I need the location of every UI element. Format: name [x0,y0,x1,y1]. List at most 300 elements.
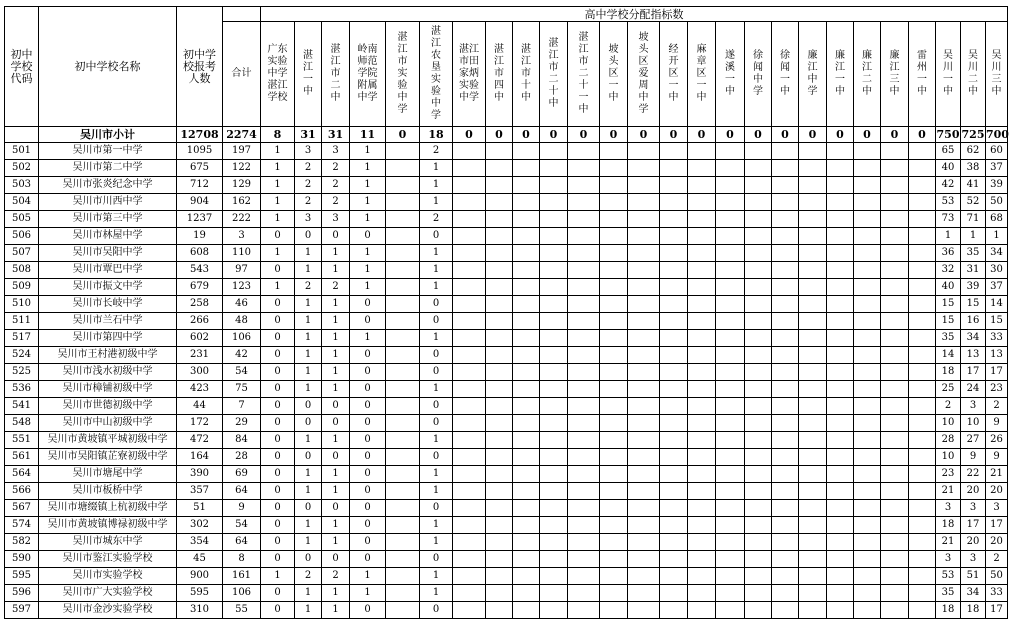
allocation-cell [772,296,799,313]
school-code: 511 [5,313,39,330]
applicants-cell: 602 [177,330,223,347]
allocation-cell [716,330,745,347]
allocation-cell: 0 [350,517,386,534]
allocation-cell [854,466,881,483]
allocation-cell [540,381,568,398]
allocation-cell: 0 [350,296,386,313]
allocation-cell: 20 [961,483,986,500]
table-row [5,449,1008,466]
allocation-cell: 62 [961,143,986,160]
school-name: 吴川市张炎纪念中学 [39,177,177,194]
subtotal-value: 31 [295,127,322,143]
allocation-cell [453,330,486,347]
applicants-cell: 258 [177,296,223,313]
table-row [5,228,1008,245]
total-cell: 75 [223,381,261,398]
allocation-cell [881,330,909,347]
applicants-cell: 51 [177,500,223,517]
allocation-cell [909,160,936,177]
allocation-cell: 0 [322,449,350,466]
allocation-cell [513,330,540,347]
school-code: 561 [5,449,39,466]
allocation-cell [486,330,513,347]
school-name: 吴川市世德初级中学 [39,398,177,415]
allocation-cell [909,262,936,279]
allocation-cell [745,228,772,245]
allocation-cell: 0 [420,551,453,568]
subtotal-value: 0 [386,127,420,143]
allocation-cell [628,245,660,262]
school-name: 吴川市覃巴中学 [39,262,177,279]
allocation-cell [540,432,568,449]
allocation-cell [600,245,628,262]
allocation-cell: 1 [295,262,322,279]
allocation-cell [486,398,513,415]
allocation-cell [881,245,909,262]
allocation-cell: 3 [322,211,350,228]
allocation-cell [540,602,568,619]
allocation-cell [909,245,936,262]
allocation-cell [513,364,540,381]
allocation-cell [600,585,628,602]
subtotal-value: 0 [716,127,745,143]
col-header-school: 湛江市田家炳实验中学 [453,22,486,127]
allocation-cell: 0 [420,296,453,313]
allocation-cell [513,534,540,551]
applicants-cell: 904 [177,194,223,211]
allocation-cell [716,551,745,568]
allocation-cell [568,279,600,296]
allocation-cell [628,534,660,551]
allocation-cell [600,602,628,619]
allocation-cell: 0 [261,398,295,415]
allocation-cell [600,194,628,211]
subtotal-value: 0 [453,127,486,143]
allocation-cell [799,500,827,517]
applicants-cell: 266 [177,313,223,330]
allocation-cell [854,313,881,330]
allocation-cell [513,262,540,279]
allocation-cell: 21 [986,466,1008,483]
allocation-cell: 0 [350,313,386,330]
allocation-cell [386,398,420,415]
allocation-cell [486,194,513,211]
allocation-cell [799,585,827,602]
allocation-cell [568,228,600,245]
allocation-cell [854,194,881,211]
allocation-cell: 1 [420,568,453,585]
allocation-cell: 42 [936,177,961,194]
allocation-cell [660,143,688,160]
allocation-cell [772,551,799,568]
table-row [5,432,1008,449]
allocation-cell [628,364,660,381]
allocation-cell [386,245,420,262]
allocation-cell [716,381,745,398]
table-row [5,296,1008,313]
allocation-cell [540,500,568,517]
applicants-cell: 19 [177,228,223,245]
school-code: 517 [5,330,39,347]
allocation-cell [799,143,827,160]
allocation-cell: 0 [261,313,295,330]
allocation-cell [745,568,772,585]
allocation-cell [881,415,909,432]
school-name: 吴川市黄坡镇博禄初级中学 [39,517,177,534]
allocation-cell [513,381,540,398]
allocation-cell [716,449,745,466]
allocation-cell [881,279,909,296]
allocation-cell [600,330,628,347]
allocation-cell: 0 [350,347,386,364]
table-row [5,585,1008,602]
allocation-cell [745,194,772,211]
allocation-cell [568,500,600,517]
allocation-cell [772,211,799,228]
allocation-cell [716,602,745,619]
allocation-cell: 15 [936,313,961,330]
allocation-cell [453,534,486,551]
applicants-cell: 472 [177,432,223,449]
allocation-cell [486,432,513,449]
allocation-cell [799,262,827,279]
allocation-cell: 1 [350,279,386,296]
allocation-cell [688,194,716,211]
allocation-cell [688,568,716,585]
allocation-cell: 1 [420,585,453,602]
table-row [5,568,1008,585]
allocation-cell [660,415,688,432]
allocation-cell [386,347,420,364]
allocation-cell: 0 [350,432,386,449]
allocation-cell [386,534,420,551]
allocation-cell [909,500,936,517]
school-code: 541 [5,398,39,415]
allocation-cell: 1 [261,160,295,177]
allocation-cell: 35 [936,585,961,602]
allocation-cell: 1 [295,347,322,364]
allocation-cell: 1 [261,143,295,160]
allocation-cell: 2 [295,279,322,296]
allocation-cell: 3 [961,398,986,415]
allocation-cell [799,279,827,296]
header-row-top [5,7,1008,22]
total-cell: 54 [223,364,261,381]
allocation-cell [881,432,909,449]
allocation-cell [716,177,745,194]
allocation-cell [827,483,854,500]
allocation-cell [772,245,799,262]
table-row [5,398,1008,415]
allocation-cell [540,262,568,279]
allocation-cell [772,381,799,398]
school-name: 吴川市鉴江实验学校 [39,551,177,568]
allocation-cell [453,143,486,160]
allocation-cell [540,364,568,381]
total-cell: 29 [223,415,261,432]
allocation-cell [486,177,513,194]
allocation-cell [453,500,486,517]
allocation-cell [568,245,600,262]
allocation-cell [628,228,660,245]
allocation-cell [909,313,936,330]
subtotal-value: 0 [854,127,881,143]
allocation-cell [660,517,688,534]
allocation-cell [600,177,628,194]
allocation-cell [854,483,881,500]
allocation-cell [827,228,854,245]
allocation-cell [772,568,799,585]
allocation-cell [909,330,936,347]
allocation-cell [628,517,660,534]
allocation-cell [772,143,799,160]
col-header-school: 吴川三中 [986,22,1008,127]
subtotal-value: 750 [936,128,960,141]
allocation-cell [513,551,540,568]
allocation-cell: 2 [986,398,1008,415]
allocation-cell [772,228,799,245]
allocation-cell [799,160,827,177]
applicants-cell: 164 [177,449,223,466]
allocation-cell [513,585,540,602]
allocation-cell: 0 [350,364,386,381]
allocation-cell: 0 [322,500,350,517]
allocation-cell [386,500,420,517]
school-name: 吴川市振文中学 [39,279,177,296]
col-header-school: 岭南师范学院附属中学 [350,22,386,127]
subtotal-applicants: 12708 [177,127,223,143]
allocation-cell [909,517,936,534]
allocation-cell [568,313,600,330]
col-header-school: 湛江市实验中学 [386,22,420,127]
allocation-cell: 2 [420,143,453,160]
allocation-cell [486,585,513,602]
allocation-cell [660,262,688,279]
allocation-cell [628,160,660,177]
school-code: 566 [5,483,39,500]
allocation-cell: 17 [961,364,986,381]
allocation-cell [909,466,936,483]
allocation-cell [486,228,513,245]
allocation-cell: 2 [420,211,453,228]
allocation-cell [453,398,486,415]
allocation-cell [540,143,568,160]
allocation-cell [799,398,827,415]
allocation-cell [799,432,827,449]
allocation-table [4,6,1008,619]
allocation-cell [881,517,909,534]
allocation-cell [660,194,688,211]
allocation-cell [513,449,540,466]
school-name: 吴川市林屋中学 [39,228,177,245]
allocation-cell [688,347,716,364]
allocation-cell: 0 [322,398,350,415]
col-header-school: 湛江市二中 [322,22,350,127]
allocation-cell [745,160,772,177]
allocation-cell: 9 [961,449,986,466]
table-row [5,483,1008,500]
allocation-cell: 26 [986,432,1008,449]
allocation-cell [386,160,420,177]
applicants-cell: 712 [177,177,223,194]
table-row [5,534,1008,551]
allocation-cell [881,177,909,194]
col-header-school: 廉江二中 [854,22,881,127]
allocation-cell [745,415,772,432]
allocation-cell: 0 [261,534,295,551]
allocation-cell [540,160,568,177]
allocation-cell [568,398,600,415]
allocation-cell: 1 [322,330,350,347]
allocation-cell [909,364,936,381]
allocation-cell [513,432,540,449]
allocation-cell [854,398,881,415]
col-header-applicants: 初中学校报考人数 [177,7,223,127]
allocation-cell: 1 [420,177,453,194]
allocation-cell [881,262,909,279]
allocation-cell: 34 [961,330,986,347]
allocation-cell [386,415,420,432]
allocation-cell [568,551,600,568]
allocation-cell [628,500,660,517]
allocation-cell: 18 [961,602,986,619]
applicants-cell: 45 [177,551,223,568]
allocation-cell: 24 [961,381,986,398]
allocation-cell [688,415,716,432]
col-header-school: 廉江三中 [881,22,909,127]
allocation-cell: 2 [295,194,322,211]
allocation-cell: 1 [420,330,453,347]
applicants-cell: 608 [177,245,223,262]
allocation-cell [745,381,772,398]
allocation-cell: 1 [322,347,350,364]
allocation-cell: 1 [420,245,453,262]
allocation-cell [909,177,936,194]
allocation-cell [386,211,420,228]
allocation-cell: 1 [936,228,961,245]
allocation-cell: 10 [961,415,986,432]
allocation-cell [799,211,827,228]
allocation-cell [540,585,568,602]
allocation-cell [716,262,745,279]
allocation-cell [688,500,716,517]
allocation-cell [716,432,745,449]
allocation-cell: 3 [936,551,961,568]
allocation-cell: 1 [261,194,295,211]
allocation-cell: 1 [295,364,322,381]
allocation-cell [854,602,881,619]
allocation-cell [772,432,799,449]
allocation-cell [568,432,600,449]
allocation-cell: 23 [936,466,961,483]
allocation-cell [688,432,716,449]
allocation-cell [386,143,420,160]
allocation-cell [716,415,745,432]
allocation-cell [772,364,799,381]
allocation-cell [827,177,854,194]
allocation-cell: 1 [322,466,350,483]
allocation-cell [540,466,568,483]
school-name: 吴川市第一中学 [39,143,177,160]
allocation-cell [568,262,600,279]
allocation-cell [386,585,420,602]
allocation-cell: 0 [420,500,453,517]
school-name: 吴川市川西中学 [39,194,177,211]
subtotal-label: 吴川市小计 [39,127,177,143]
allocation-cell [628,296,660,313]
allocation-cell [386,296,420,313]
allocation-cell: 52 [961,194,986,211]
allocation-cell [827,602,854,619]
allocation-cell: 1 [322,534,350,551]
allocation-cell [453,585,486,602]
allocation-cell [827,551,854,568]
allocation-cell [600,347,628,364]
allocation-cell [600,568,628,585]
school-code: 505 [5,211,39,228]
school-code: 564 [5,466,39,483]
allocation-cell: 0 [261,517,295,534]
allocation-cell: 1 [261,568,295,585]
allocation-cell [628,415,660,432]
total-cell: 3 [223,228,261,245]
allocation-cell [854,347,881,364]
allocation-cell [688,279,716,296]
allocation-cell [486,415,513,432]
col-header-name: 初中学校名称 [39,7,177,127]
allocation-cell: 15 [961,296,986,313]
allocation-cell [568,602,600,619]
allocation-cell [745,551,772,568]
subtotal-value: 0 [909,127,936,143]
allocation-cell [716,364,745,381]
allocation-cell [827,398,854,415]
allocation-cell [799,466,827,483]
allocation-cell: 0 [420,415,453,432]
allocation-cell [568,347,600,364]
allocation-cell [688,143,716,160]
allocation-cell [827,262,854,279]
allocation-cell [513,177,540,194]
subtotal-value: 0 [745,127,772,143]
allocation-cell: 0 [350,602,386,619]
table-row [5,313,1008,330]
allocation-cell [799,534,827,551]
allocation-cell [660,568,688,585]
allocation-cell [386,517,420,534]
allocation-cell: 17 [986,517,1008,534]
allocation-cell [827,143,854,160]
table-row [5,160,1008,177]
allocation-cell [688,534,716,551]
applicants-cell: 543 [177,262,223,279]
allocation-cell [513,160,540,177]
allocation-cell: 20 [986,534,1008,551]
allocation-cell [745,296,772,313]
allocation-cell: 14 [986,296,1008,313]
total-cell: 122 [223,160,261,177]
allocation-cell: 1 [322,483,350,500]
allocation-cell: 0 [420,364,453,381]
total-cell: 84 [223,432,261,449]
allocation-cell [909,585,936,602]
allocation-cell [453,347,486,364]
allocation-cell [540,228,568,245]
allocation-cell: 17 [986,602,1008,619]
school-code: 510 [5,296,39,313]
applicants-cell: 300 [177,364,223,381]
allocation-cell: 1 [322,313,350,330]
